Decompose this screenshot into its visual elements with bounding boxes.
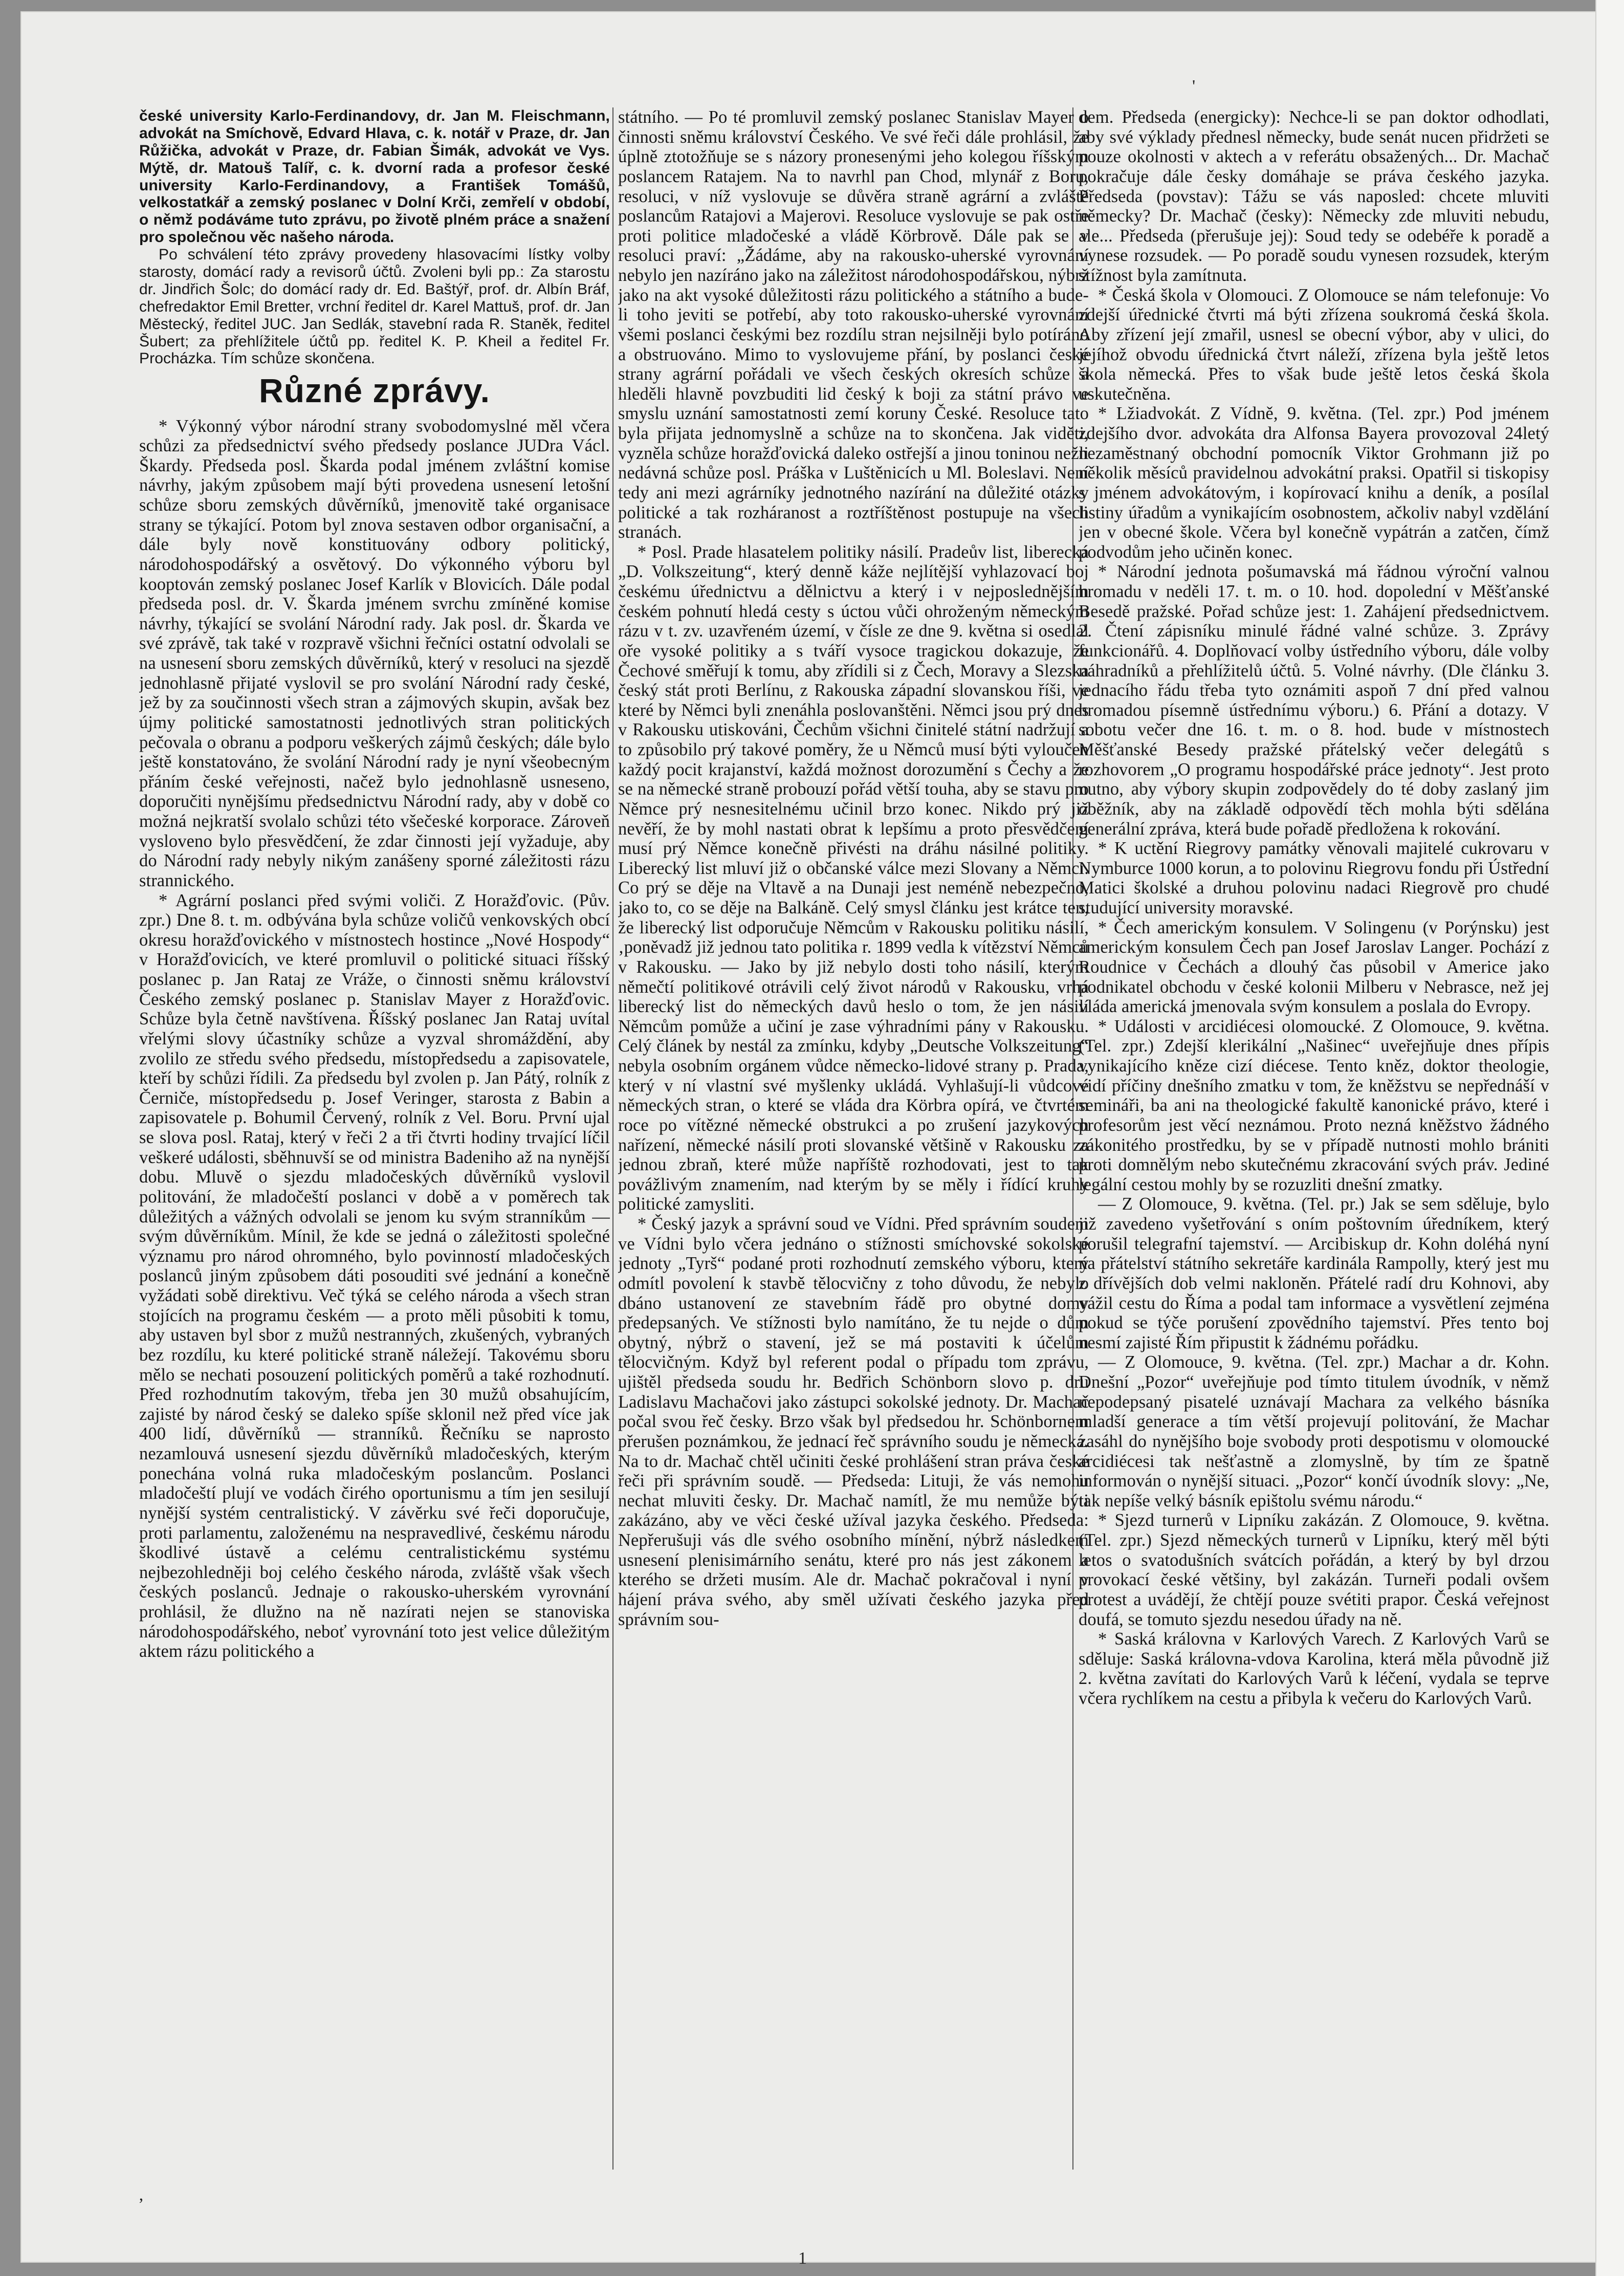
top-mark: '	[1192, 77, 1196, 96]
article-agrarni-poslanci: * Agrární poslanci před svými voliči. Z Horažďovic. (Pův. zpr.) Dne 8. t. m. odbývána byla schůze voličů venkovských obcí okresu horažďovického v místnostech hostince „Nové Hospody“ v Horažďovicích, ve které promluvil o politické situaci říšský poslanec p. Jan Rataj ze Vráže, o činnosti sněmu království Českého zemský poslanec p. Stanislav Mayer z Horažďovic. Schůze byla četně navštívena. Říšský poslanec Jan Rataj uvítal vřelými slovy účastníky schůze a vyzval shromáždění, aby zvolilo ze středu svého předsedu, místopředsedu a zapisovatele, kteří by schůzi řídili. Za předsedu byl zvolen p. Jan Pátý, rolník z Černiče, místopředsedu p. Josef Veringer, starosta z Babin a zapisovatele p. Bohumil Červený, rolník z Vel. Boru. První ujal se slova posl. Rataj, který v řeči 2 a tři čtvrti hodiny trvající líčil veškeré události, sběhnuvší se od ministra Badeniho až na nynější dobu. Mluvě o sjezdu mladočeských důvěrníků vyslovil politování, že mladočeští poslanci v době a v poměrech tak důležitých a vážných odvolali se jenom ku svým stranníkům — svým důvěrníkům. Mínil, že kde se jedná o záležitosti společné významu pro národ ohromného, bylo povinností mladočeských poslanců jiným způsobem dáti posouditi své jednání a konečně vyžádati sobě direktivu. Več týká se celého národa a všech stran stojících na programu českém — a proto měli působiti k tomu, aby ustaven byl sbor z mužů nestranných, zkušených, vybraných bez rozdílu, ku které politické straně náležejí. Takovému sboru mělo se nechati posouzení politických poměrů a také rozhodnutí. Před rozhodnutím takovým, třeba jen 30 mužů obsahujícím, zajisté by národ český se daleko spíše sklonil než před více jak 400 lidí, důvěrníků — stranníků. Řečníku se naprosto nezamlouvá usnesení sjezdu důvěrníků mladočeských, kterým ponechána volná ruka mladočeským poslancům. Poslanci mladočeští plují ve vodách čirého oportunismu a tím jen sesilují nynější systém centralistický. V závěrku své řeči doporučuje, proti parlamentu, založenému na nespravedlivé, českému národu škodlivé ústavě a celému centralistickému systému nejbezohledněji boj celého českého národa, zvláště však všech českých poslanců. Jednaje o rakousko-uherském vyrovnání prohlásil, že dlužno na ně nazírati nejen se stanoviska národohospodářského, neboť vyrovnání toto jest velice důležitým aktem rázu politického a	[139, 890, 610, 1661]
article-narodni-jednota: * Národní jednota pošumavská má řádnou výroční valnou hromadu v neděli 17. t. m. o 10. hod. dopolední v Měšťanské Besedě pražské. Pořad schůze jest: 1. Zahájení předsednictvem. 2. Čtení zápisníku minulé řádné valné schůze. 3. Zprávy funkcionářů. 4. Doplňovací volby ústředního výboru, dále volby náhradníků a přehlížitelů účtů. 5. Volné návrhy. (Dle článku 3. jednacího řádu třeba tyto oznámiti aspoň 7 dní před valnou hromadou písemně ústřednímu výboru.) 6. Přání a dotazy. V sobotu večer dne 16. t. m. o 8. hod. bude v místnostech Měšťanské Besedy pražské přátelský večer delegátů s rozhovorem „O programu hospodářské práce jednoty“. Jest proto nutno, aby výbory skupin zodpovědely do té doby zaslaný jim oběžník, aby na základě odpovědí těch mohla býti sdělána generální zpráva, která bude pořadě předložena k rokování.	[1079, 562, 1549, 839]
article-olomouc: * Události v arcidiécesi olomoucké. Z Olomouce, 9. května. (Tel. zpr.) Zdejší klerikální „Našinec“ uveřejňuje dnes přípis vynikajícího kněze cizí diécese. Tento kněz, doktor theologie, vidí příčiny dnešního zmatku v tom, že kněžstvu se nepřednáší v semináři, ba ani na theologické fakultě kanonické právo, které i profesorům jest věcí neznámou. Proto nezná kněžstvo žádného zákonitého prostředku, by se v případě nutnosti mohlo brániti proti domnělým nebo skutečnému zkracování svých práv. Jediné legální cestou mohly by se rozuzliti dnešní zmatky.	[1079, 1016, 1549, 1194]
article-lziadvokat: * Lžiadvokát. Z Vídně, 9. května. (Tel. zpr.) Pod jménem zdejšího dvor. advokáta dra Alfonsa Bayera provozoval 24letý nezaměstnaný obchodní pomocník Viktor Grohmann již po několik měsíců pravidelnou advokátní praksi. Opatřil si tiskopisy s jménem advokátovým, i kopírovací knihu a deník, a posílal listiny úřadům a vynikajícím osobnostem, ačkoliv nabyl vzdělání jen v obecné škole. Včera byl konečně vypátrán a zatčen, čímž podvodům jeho učiněn konec.	[1079, 404, 1549, 562]
article-turner: * Sjezd turnerů v Lipníku zakázán. Z Olomouce, 9. května. (Tel. zpr.) Sjezd německých turnerů v Lipníku, který měl býti letos o svatodušních svátcích pořádán, a který by byl drzou provokací české většiny, byl zakázán. Turneři podali ovšem protest a uvádějí, že chtějí pouze svétiti prapor. Česká veřejnost doufá, se tomuto sjezdu nesedou úřady na ně.	[1079, 1511, 1549, 1629]
article-cesky-jazyk: * Český jazyk a správní soud ve Vídni. Před správním soudem ve Vídni bylo včera jednáno o stížnosti smíchovské sokolské jednoty „Tyrš“ podané proti rozhodnutí zemského výboru, který odmítl povolení k stavbě tělocvičny z toho důvodu, že nebylo dbáno ustanovení ze stavebním řádě pro obytné domy předepsaných. Ve stížnosti bylo namítáno, že tu nejde o dům obytný, nýbrž o stavení, jež se má postaviti k účelům tělocvičným. Když byl referent podal o případu tom zprávu, ujištěl předseda soudu hr. Bedřich Schönborn slovo p. dru Ladislavu Machačovi jako zástupci sokolské jednoty. Dr. Machač počal svou řeč česky. Brzo však byl předsedou hr. Schönbornem přerušen poznámkou, že jednací řeč správního soudu je německá. Na to dr. Machač chtěl učiniti české prohlášení stran práva české řeči při správním soudě. — Předseda: Lituji, že vás nemohu nechat mluviti česky. Dr. Machač namítl, že mu nemůže býti zakázáno, aby ve věci české užíval jazyka českého. Předseda: Nepřerušuji vás dle svého osobního mínění, nýbrž následkem usnesení plenisimárního senátu, které pro nás jest zákonem a kterého se držeti musím. Ale dr. Machač pokračoval i nyní v hájení práva svého, aby směl užívati českého jazyka před správním sou-	[618, 1214, 1089, 1629]
article-karlovy-vary: * Saská královna v Karlových Varech. Z Karlových Varů se sděluje: Saská královna-vdova Karolina, která měla původně již 2. května zavítati do Karlových Varů k léčení, vydala se teprve včera rychlíkem na cestu a přibyla k večeru do Karlových Varů.	[1079, 1629, 1549, 1708]
obituary-list: české university Karlo-Ferdinandovy, dr. Jan M. Fleischmann, advokát na Smíchově, Edvard Hlava, c. k. notář v Praze, dr. Jan Růžička, advokát v Praze, dr. Fabian Šimák, advokát ve Vys. Mýtě, dr. Matouš Talíř, c. k. dvorní rada a profesor české university Karlo-Ferdinandovy, a František Tomášů, velkostatkář a zemský poslanec v Dolní Krči, zemřelí v období, o němž podáváme tuto zprávu, po životě plném práce a snažení pro společnou věc našeho národa.	[139, 107, 610, 246]
article-rieger: * K uctění Riegrovy památky věnovali majitelé cukrovaru v Nymburce 1000 korun, a to polovinu Riegrovu fondu při Ústřední Matici školské a druhou polovinu nadaci Riegrově pro chudé studující university moravské.	[1079, 839, 1549, 917]
article-agrarni-continued: státního. — Po té promluvil zemský poslanec Stanislav Mayer o činnosti sněmu království Českého. Ve své řeči dále prohlásil, že úplně ztotožňuje se s názory pronesenými jeho kolegou říšským poslancem Ratajem. Na to navrhl pan Chod, mlynář z Boru, resoluci, v níž vyslovuje se důvěra straně agrární a zvláště poslancům Ratajovi a Majerovi. Resoluce vyslovuje se pak ostře proti politice mladočeské a vládě Körbrově. Dále pak se v resoluci praví: „Žádáme, aby na rakousko-uherské vyrovnání nebylo jen nazíráno jako na záležitost národohospodářskou, nýbrž jako na akt vysoké důležitosti rázu politického a státního a bude-li toho jeviti se potřebí, aby toto rakousko-uherské vyrovnání všemi poslanci českými bez rozdílu stran nejsilněji bylo potíráno a obstruováno. Mimo to vyslovujeme přání, by poslanci české strany agrární pořádali ve všech českých okresích schůze a hleděli hlavně povzbuditi lid český k boji za státní právo ve smyslu uznání samostatnosti zemí koruny České. Resoluce tato byla přijata jednomyslně a schůze na to skončena. Jak viděti, vyzněla schůze horažďovická daleko ostřejší a jinou toninou nežli nedávná schůze posl. Práška v Luštěnicích u Ml. Boleslavi. Není tedy ani mezi agrárníky jednotného nazírání na důležité otázky politické a tak rozháranost a roztříštěnost postupuje na všech stranách.	[618, 107, 1089, 542]
column-2	[618, 107, 1089, 2154]
bottom-left-mark: ʼ	[138, 2195, 144, 2214]
article-vykonny-vybor: * Výkonný výbor národní strany svobodomyslné měl včera schůzi za předsednictví svého předsedy poslance JUDra Václ. Škardy. Předseda posl. Škarda podal jménem zvláštní komise návrhy, jakým způsobem mají býti provedena usnesení letošní schůze sboru zemských důvěrníků, jmenovitě také organisace strany se týkající. Potom byl znova sestaven odbor organisační, a dále byly nově konstituovány odbory politický, národohospodářský a osvětový. Do výkonného výboru byl kooptován zemský poslanec Josef Karlík v Blovicích. Dále podal předseda posl. dr. V. Škarda jménem svrchu zmíněné komise návrhy, týkající se svolání Národní rady. Jak posl. dr. Škarda ve své zprávě, tak také v rozpravě všichni řečníci ostatní odvolali se na usnesení sboru zemských důvěrníků, který v resoluci na sjezdě jednohlasně přijaté vyslovil se pro svolání Národní rady české, jež by za součinnosti všech stran a zájmových skupin, avšak bez újmy politické samostatnosti jednotlivých stran politických pečovala o obranu a podporu veškerých zájmů českých; dále bylo ještě konstatováno, že svolání Národní rady je nyní všeobecným přáním české veřejnosti, načež bylo jednohlasně usneseno, doporučiti nynějšímu předsednictvu Národní rady, aby v době co možná nejkratší svolalo schůzi této všečeské korporace. Zároveň vysloveno bylo přesvědčení, že zdar činnosti její vyžaduje, aby do Národní rady nebyly nikým zanášeny sporné záležitosti rázu strannického.	[139, 416, 610, 890]
article-olomouc-2: — Z Olomouce, 9. května. (Tel. pr.) Jak se sem sděluje, bylo již zavedeno vyšetřování s oním poštovním úředníkem, který porušil telegrafní tajemství. — Arcibiskup dr. Kohn doléhá nyní na přátelství státního sekretáře kardinála Rampolly, který jest mu z dřívějších dob velmi nakloněn. Přátelé radí dru Kohnovi, aby vážil cestu do Říma a podal tam informace a vysvětlení zejména pokud se týče porušení zpovědního tajemství. Přes tento boj nesmí zajisté Řím připustit k žádnému pořádku.	[1079, 1194, 1549, 1352]
right-margin	[1595, 0, 1624, 2276]
article-olomouc-3: — Z Olomouce, 9. května. (Tel. zpr.) Machar a dr. Kohn. Dnešní „Pozor“ uveřejňuje pod tímto titulem úvodník, v němž nepodepsaný pisatelé uznávají Machara za velkého básníka mladší generace a tím větší projevují politování, že Machar zasáhl do nynějšího boje svobody proti despotismu v olomoucké arcidiécesi tak nešťastně a zlomyslně, by tím ze špatně informován o nynější situaci. „Pozor“ končí úvodník slovy: „Ne, tak nepíše velký básník epištolu svému národu.“	[1079, 1352, 1549, 1511]
section-heading: Různé zprávy.	[259, 371, 490, 410]
article-ceska-skola: * Česká škola v Olomouci. Z Olomouce se nám telefonuje: Vo zdejší úřednické čtvrti má býti zřízena soukromá česká škola. Aby zřízení její zmařil, usnesl se obecní výbor, aby v ulici, do jejíhož obvodu úřednická čtvrt náleží, zřízena byla ještě letos škola německá. Přes to však bude ještě letos česká škola uskutečněna.	[1079, 285, 1549, 404]
article-prade: * Posl. Prade hlasatelem politiky násilí. Pradeův list, liberecká „D. Volkszeitung“, který denně káže nejlítější vyhlazovací boj českému úřednictvu a dělnictvu a který i v nejposlednějším českém pohnutí hledá cesty s úctou vůči ohroženým německým rázu v t. zv. uzavřeném území, v čísle ze dne 9. května si osedlal oře vysoké politiky a s tváří vysoce tragickou dokazuje, že Čechové směřují k tomu, aby zřídili si z Čech, Moravy a Slezska český stát proti Berlínu, z Rakouska západní slovanskou říši, ve které by Němci byli znenáhla poslovanštěni. Němci jsou prý dnes v Rakousku utiskováni, Čechům všichni činitelé státní nadržují a to způsobilo prý takové poměry, že u Němců musí býti vyloučen každý pocit krajanství, každá možnost dorozumění s Čechy a že se na německé straně probouzí pořád větší touha, aby se stavu pro Němce prý nesnesitelnému učinil brzo konec. Nikdo prý již nevěří, že by mohl nastati obrat k lepšímu a proto přesvědčení musí prý Němce konečně přivésti na dráhu násilné politiky. Liberecký list mluví již o občanské válce mezi Slovany a Němci. Co prý se děje na Vltavě a na Dunaji jest neméně nebezpečno, jako to, co se děje na Balkáně. Celý smysl článku jest krátce ten, že liberecký list odporučuje Němcům v Rakousku politiku násilí, ‚poněvadž již jednou tato politika r. 1899 vedla k vítězství Němců v Rakousku. — Jako by již nebylo dosti toho násilí, kterým němečtí politikové otrávili celý život národů v Rakousku, vrhá liberecký list do německých davů heslo o tom, že jen násilí Němcům pomůže a učiní je zase výhradními pány v Rakousku. Celý článek by nestál za zmínku, kdyby „Deutsche Volkszeitung“ nebyla osobním orgánem vůdce německo-lidové strany p. Prada, který v ní vlastní své myšlenky ukládá. Vyhlašují-li vůdcové německých stran, o které se vláda dra Körbra opírá, ve čtvrtém roce po vítězné německé obstrukci a po zrušení jazykových nařízení, německé násilí proti slovanské většině v Rakousku za jednou zbraň, které může napříště rozhodovati, jest to tak povážlivým znamením, nad kterým by se měly i řídící kruhy politické zamysliti.	[618, 542, 1089, 1214]
column-3	[1079, 107, 1549, 2154]
election-paragraph: Po schválení této zprávy provedeny hlasovacími lístky volby starosty, domácí rady a revisorů účtů. Zvoleni byli pp.: Za starostu dr. Jindřich Šolc; do domácí rady dr. Ed. Baštýř, prof. dr. Albín Bráf, chefredaktor Emil Bretter, vrchní ředitel dr. Karel Mattuš, prof. dr. Jan Městecký, ředitel JUC. Jan Sedlák, stavební rada R. Staněk, ředitel Šubert; za přehlížitele účtů pp. ředitel K. P. Kheil a ředitel Fr. Procházka. Tím schůze skončena.	[139, 246, 610, 367]
column-separator-1	[612, 107, 613, 2170]
article-cesky-jazyk-continued: dem. Předseda (energicky): Nechce-li se pan doktor odhodlati, aby své výklady přednesl německy, bude senát nucen přidržeti se pouze okolnosti v aktech a v referátu obsažených... Dr. Machač pokračuje dále česky domáhaje se práva českého jazyka. Předseda (povstav): Tážu se vás naposled: chcete mluviti německy? Dr. Machač (česky): Německy zde mluviti nebudu, ale... Předseda (přerušuje jej): Soud tedy se odebéře k poradě a vynese rozsudek. — Po poradě soudu vynesen rozsudek, kterým stížnost byla zamítnuta.	[1079, 107, 1549, 285]
column-1	[139, 107, 610, 2154]
article-konsul: * Čech americkým konsulem. V Solingenu (v Porýnsku) jest americkým konsulem Čech pan Josef Jaroslav Langer. Pochází z Roudnice v Čechách a dlouhý čas působil v Americe jako podnikatel obchodu v české kolonii Milberu v Nebrasce, než jej vláda americká jmenovala svým konsulem a poslala do Evropy.	[1079, 917, 1549, 1017]
bottom-mark: 1	[798, 2249, 807, 2268]
